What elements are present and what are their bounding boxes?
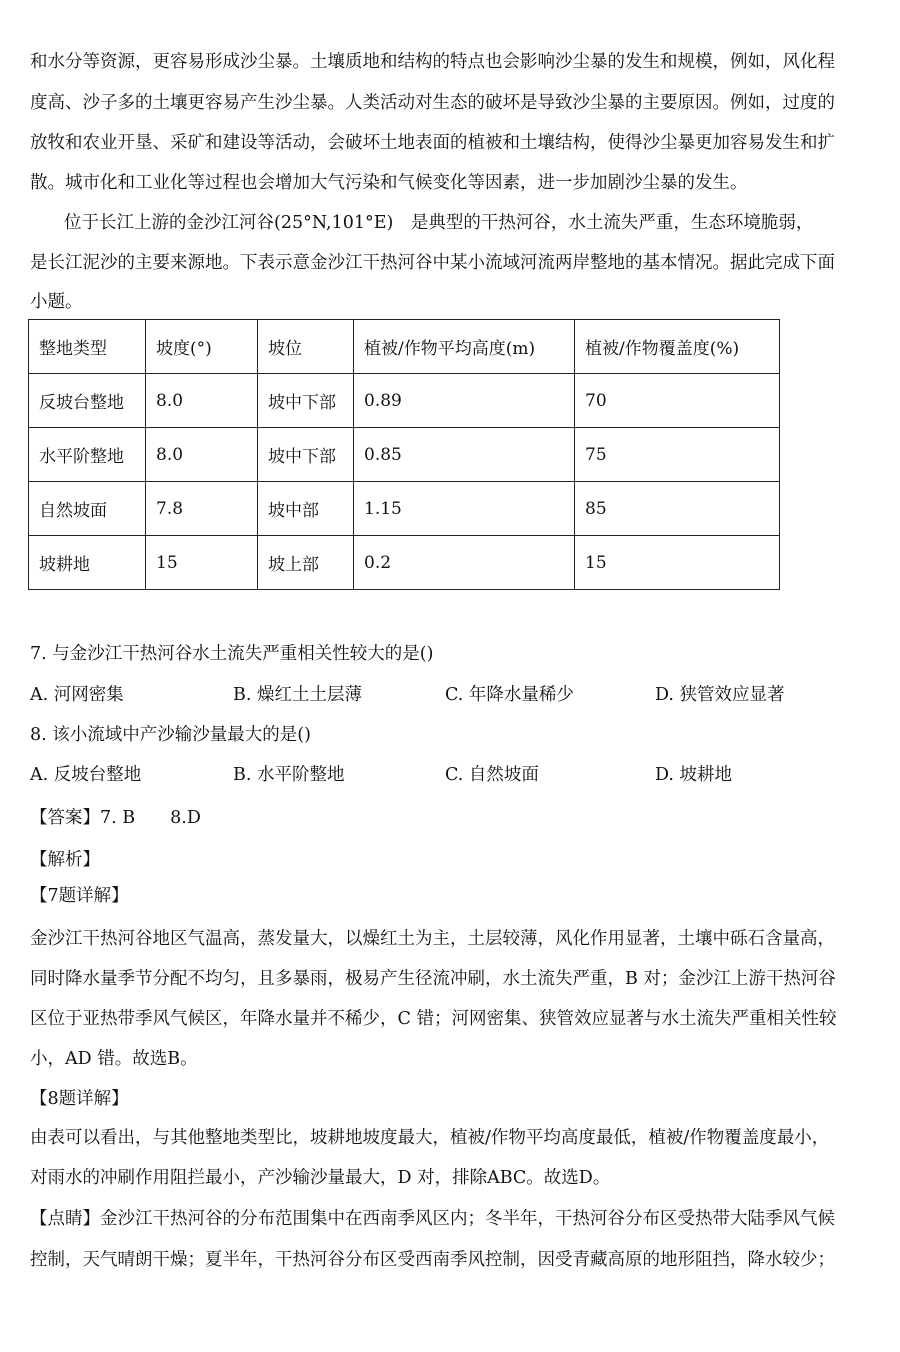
table-cell: 坡耕地 xyxy=(29,536,146,590)
table-header-cell: 植被/作物覆盖度(%) xyxy=(575,320,780,374)
question-8-option-c: C. 自然坡面 xyxy=(445,765,539,785)
table-cell: 1.15 xyxy=(354,482,575,536)
table-cell: 反坡台整地 xyxy=(29,374,146,428)
table-header-cell: 坡度(°) xyxy=(146,320,258,374)
table-cell: 自然坡面 xyxy=(29,482,146,536)
table-cell: 坡上部 xyxy=(258,536,354,590)
q8-detail-title: 【8题详解】 xyxy=(30,1089,129,1109)
table-cell: 0.85 xyxy=(354,428,575,482)
context-line: 小题。 xyxy=(30,292,83,312)
table-row xyxy=(29,374,780,428)
question-7-stem: 7. 与金沙江干热河谷水土流失严重相关性较大的是() xyxy=(30,644,434,664)
table-cell: 坡中下部 xyxy=(258,428,354,482)
point-line: 控制，天气晴朗干燥；夏半年，干热河谷分布区受西南季风控制，因受青藏高原的地形阻挡，降水较少； xyxy=(30,1250,835,1270)
question-7-option-a: A. 河网密集 xyxy=(30,685,124,705)
intro-line: 放牧和农业开垦、采矿和建设等活动，会破坏土地表面的植被和土壤结构，使得沙尘暴更加容易发生和扩 xyxy=(30,133,835,153)
table-cell: 15 xyxy=(146,536,258,590)
table-header-row xyxy=(29,320,780,374)
q8-detail-line: 对雨水的冲刷作用阻拦最小，产沙输沙量最大，D 对，排除ABC。故选D。 xyxy=(30,1168,611,1188)
table-cell: 0.89 xyxy=(354,374,575,428)
q7-detail-title: 【7题详解】 xyxy=(30,886,129,906)
table-header-cell: 坡位 xyxy=(258,320,354,374)
question-7-option-d: D. 狭管效应显著 xyxy=(655,685,785,705)
table-header-cell: 整地类型 xyxy=(29,320,146,374)
q8-detail-line: 由表可以看出，与其他整地类型比，坡耕地坡度最大，植被/作物平均高度最低，植被/作物覆盖度最小， xyxy=(30,1128,830,1148)
question-8-stem: 8. 该小流域中产沙输沙量最大的是() xyxy=(30,725,311,745)
land-preparation-table xyxy=(28,319,780,590)
table-cell: 水平阶整地 xyxy=(29,428,146,482)
q7-detail-line: 同时降水量季节分配不均匀，且多暴雨，极易产生径流冲刷，水土流失严重，B 对；金沙江上游干热河谷 xyxy=(30,969,836,989)
table-cell: 0.2 xyxy=(354,536,575,590)
table-row xyxy=(29,536,780,590)
table-cell: 75 xyxy=(575,428,780,482)
table-row xyxy=(29,428,780,482)
question-8-option-b: B. 水平阶整地 xyxy=(233,765,345,785)
table-cell: 8.0 xyxy=(146,374,258,428)
intro-line: 散。城市化和工业化等过程也会增加大气污染和气候变化等因素，进一步加剧沙尘暴的发生。 xyxy=(30,173,748,193)
table-cell: 85 xyxy=(575,482,780,536)
question-7-option-c: C. 年降水量稀少 xyxy=(445,685,574,705)
table-cell: 70 xyxy=(575,374,780,428)
point-line: 【点睛】金沙江干热河谷的分布范围集中在西南季风区内；冬半年，干热河谷分布区受热带大陆季风气候 xyxy=(30,1209,835,1229)
table-cell: 坡中下部 xyxy=(258,374,354,428)
table-cell: 8.0 xyxy=(146,428,258,482)
table-cell: 15 xyxy=(575,536,780,590)
q7-detail-line: 小，AD 错。故选B。 xyxy=(30,1049,198,1069)
answer-line: 【答案】7. B 8.D xyxy=(30,808,201,828)
table-row xyxy=(29,482,780,536)
table-header-cell: 植被/作物平均高度(m) xyxy=(354,320,575,374)
question-7-option-b: B. 燥红土土层薄 xyxy=(233,685,362,705)
table-cell: 7.8 xyxy=(146,482,258,536)
q7-detail-line: 区位于亚热带季风气候区，年降水量并不稀少，C 错；河网密集、狭管效应显著与水土流失严重相关性较 xyxy=(30,1009,837,1029)
context-line: 位于长江上游的金沙江河谷(25°N,101°E) 是典型的干热河谷，水土流失严重，生态环境脆弱， xyxy=(64,213,814,233)
question-8-option-a: A. 反坡台整地 xyxy=(30,765,142,785)
q7-detail-line: 金沙江干热河谷地区气温高，蒸发量大，以燥红土为主，土层较薄，风化作用显著，土壤中砾石含量高， xyxy=(30,929,835,949)
intro-line: 度高、沙子多的土壤更容易产生沙尘暴。人类活动对生态的破坏是导致沙尘暴的主要原因。例如，过度的 xyxy=(30,93,835,113)
context-line: 是长江泥沙的主要来源地。下表示意金沙江干热河谷中某小流域河流两岸整地的基本情况。据此完成下面 xyxy=(30,253,835,273)
analysis-label: 【解析】 xyxy=(30,850,100,870)
table-cell: 坡中部 xyxy=(258,482,354,536)
question-8-option-d: D. 坡耕地 xyxy=(655,765,733,785)
intro-line: 和水分等资源，更容易形成沙尘暴。土壤质地和结构的特点也会影响沙尘暴的发生和规模，例如，风化程 xyxy=(30,52,835,72)
